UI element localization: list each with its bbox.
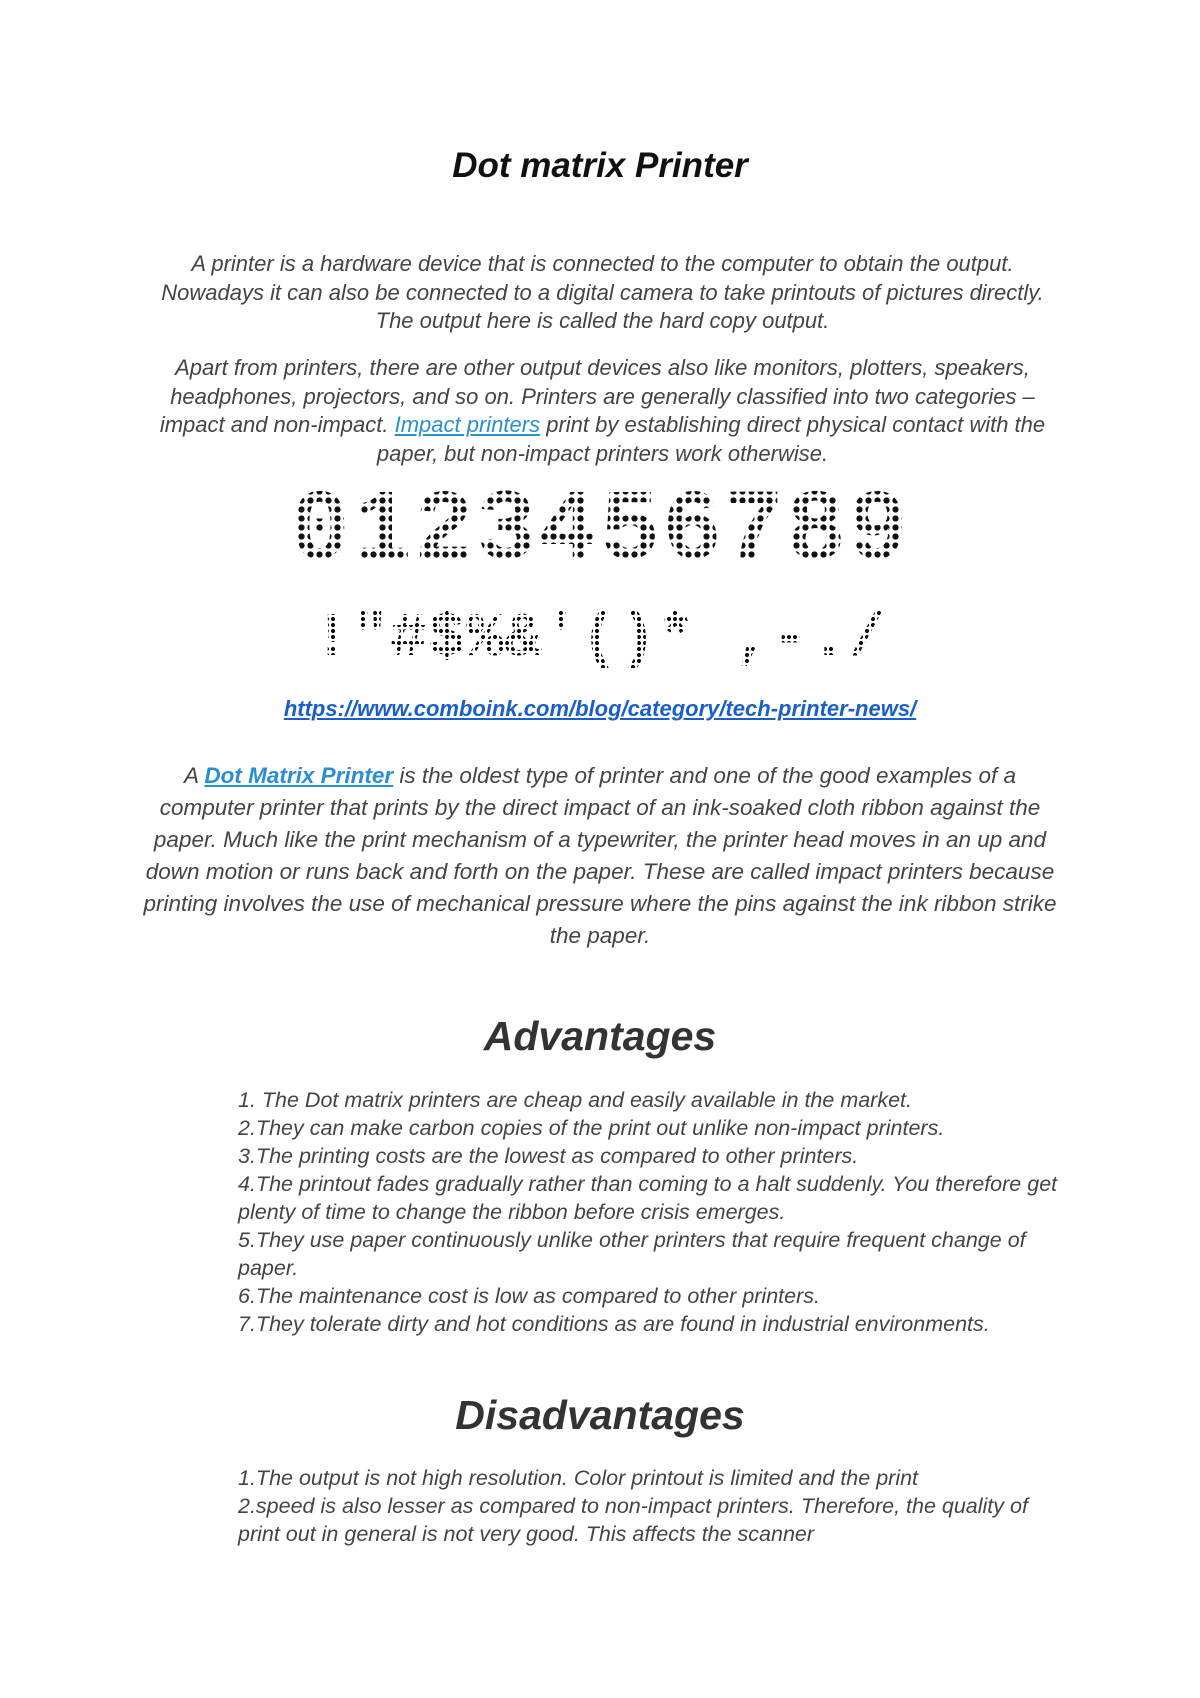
list-item: 3.The printing costs are the lowest as compared to other printers.: [238, 1144, 859, 1168]
source-url-link[interactable]: https://www.comboink.com/blog/category/tech-printer-news/: [283, 696, 917, 721]
dot-matrix-description: [140, 760, 1060, 952]
classification-paragraph: [145, 354, 1060, 468]
list-item: 7.They tolerate dirty and hot conditions as are found in industrial environments.: [238, 1312, 990, 1336]
list-item: 1.The output is not high resolution. Color printout is limited and the print: [238, 1466, 919, 1490]
impact-printers-link[interactable]: Impact printers: [394, 412, 541, 437]
paragraph-text: Apart from printers, there are other output devices also like monitors, plotters, speakers, headphones, projectors, and so on. Printers are generally classified into two categories – impact and non-impact.: [159, 355, 1035, 437]
paragraph-text: A: [183, 763, 205, 788]
disadvantages-list: [238, 1464, 1058, 1548]
advantages-list: [238, 1086, 1058, 1338]
intro-paragraph: A printer is a hardware device that is connected to the computer to obtain the output. Nowadays it can also be connected to a digital camera to take printouts of pictures directly. The output here is called the hard copy output.: [161, 251, 1044, 333]
page-title: Dot matrix Printer: [452, 146, 748, 185]
dot-matrix-printer-link[interactable]: Dot Matrix Printer: [204, 763, 394, 788]
list-item: 1. The Dot matrix printers are cheap and easily available in the market.: [238, 1088, 912, 1112]
list-item: 2.They can make carbon copies of the print out unlike non-impact printers.: [238, 1116, 945, 1140]
disadvantages-heading: Disadvantages: [455, 1392, 745, 1438]
dot-matrix-symbols-sample: !"#$%&'()* ,-./: [0, 604, 1200, 674]
list-item: 6.The maintenance cost is low as compared to other printers.: [238, 1284, 820, 1308]
list-item: 2.speed is also lesser as compared to non-impact printers. Therefore, the quality of print out in general is not very good. This affects the scanner: [238, 1494, 1028, 1546]
list-item: 5.They use paper continuously unlike other printers that require frequent change of paper.: [238, 1228, 1026, 1280]
advantages-heading: Advantages: [483, 1013, 717, 1059]
list-item: 4.The printout fades gradually rather than coming to a halt suddenly. You therefore get plenty of time to change the ribbon before crisis emerges.: [238, 1172, 1058, 1224]
dot-matrix-digits-sample: 0123456789: [0, 478, 1200, 588]
source-url: [0, 696, 1200, 722]
paragraph-text: is the oldest type of printer and one of the good examples of a computer printer that prints by the direct impact of an ink-soaked cloth ribbon against the paper. Much like the print mechanism of a typewriter, the printer head moves in an up and down motion or runs back and forth on the paper. These are called impact printers because printing involves the use of mechanical pressure where the pins against the ink ribbon strike the paper.: [143, 763, 1057, 948]
paragraph-text: print by establishing direct physical contact with the paper, but non-impact printers work otherwise.: [376, 412, 1046, 466]
